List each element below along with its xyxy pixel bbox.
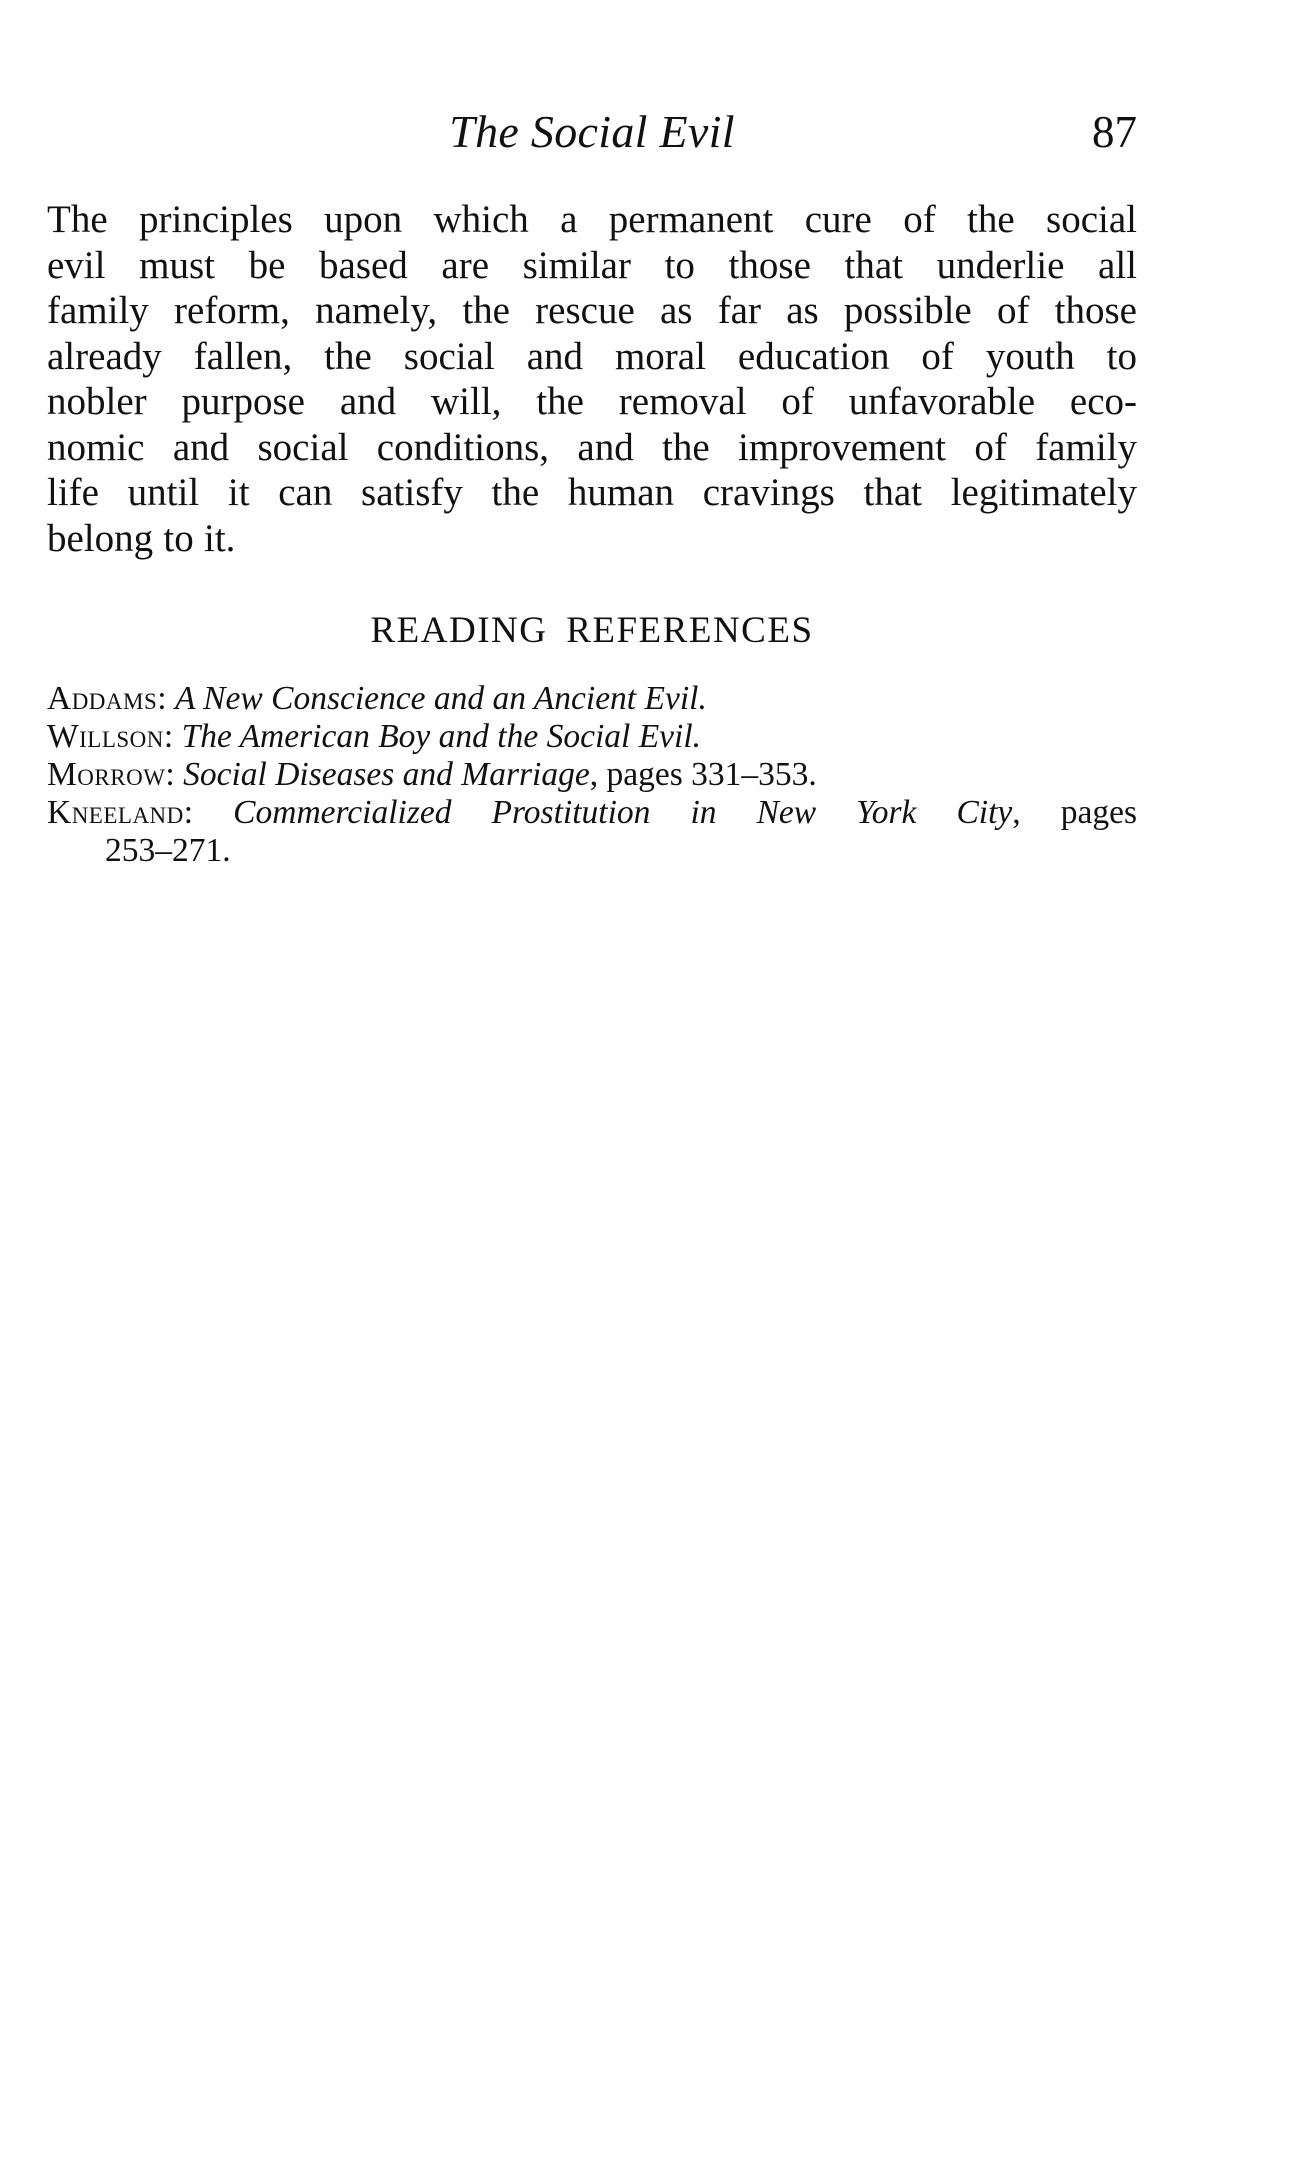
paragraph-line: nomic and social conditions, and the improvement of family bbox=[47, 425, 1137, 469]
reference-title: A New Conscience and an Ancient Evil. bbox=[174, 680, 707, 717]
page-number: 87 bbox=[1092, 107, 1137, 157]
reference-author: Kneeland bbox=[47, 794, 184, 831]
reference-line bbox=[47, 756, 1137, 794]
reference-item bbox=[47, 756, 1137, 794]
reference-continuation: 253–271. bbox=[105, 832, 231, 869]
paragraph-line: family reform, namely, the rescue as far as possible of those bbox=[47, 289, 1137, 332]
reference-separator: : bbox=[163, 718, 182, 755]
reference-author: Willson bbox=[47, 718, 164, 755]
paragraph-line: The principles upon which a permanent cure of the social bbox=[47, 198, 1137, 241]
section-heading: READING REFERENCES bbox=[370, 610, 814, 651]
reference-separator: : bbox=[165, 756, 184, 793]
paragraph-line: evil must be based are similar to those that underlie all bbox=[47, 243, 1137, 287]
reference-title: Commercialized Prostitution in New York City bbox=[233, 794, 1013, 831]
paragraph-line: already fallen, the social and moral education of youth to bbox=[47, 334, 1137, 378]
reference-author: Morrow bbox=[47, 756, 166, 793]
paragraph-line: life until it can satisfy the human cravings that legitimately bbox=[47, 471, 1137, 514]
reference-separator: : bbox=[183, 794, 234, 831]
reference-list bbox=[47, 680, 1137, 870]
reference-title: The American Boy and the Social Evil. bbox=[181, 718, 702, 755]
reference-item bbox=[47, 680, 1137, 718]
reference-line bbox=[47, 718, 1137, 756]
reference-pages: , pages 331–353. bbox=[589, 756, 817, 793]
paragraph-line: belong to it. bbox=[47, 516, 236, 560]
reference-author: Addams bbox=[47, 680, 158, 717]
reference-line bbox=[47, 680, 1137, 718]
paragraph-line: nobler purpose and will, the removal of unfavorable eco- bbox=[47, 380, 1137, 423]
reference-title: Social Diseases and Marriage bbox=[183, 756, 590, 793]
reference-separator: : bbox=[157, 680, 175, 717]
running-title: The Social Evil bbox=[449, 106, 735, 157]
reference-item bbox=[47, 794, 1137, 870]
reference-pages: , pages bbox=[1012, 794, 1137, 831]
reference-line bbox=[47, 794, 1137, 832]
body-paragraph bbox=[47, 197, 1137, 561]
reference-item bbox=[47, 718, 1137, 756]
running-head bbox=[47, 102, 1137, 162]
